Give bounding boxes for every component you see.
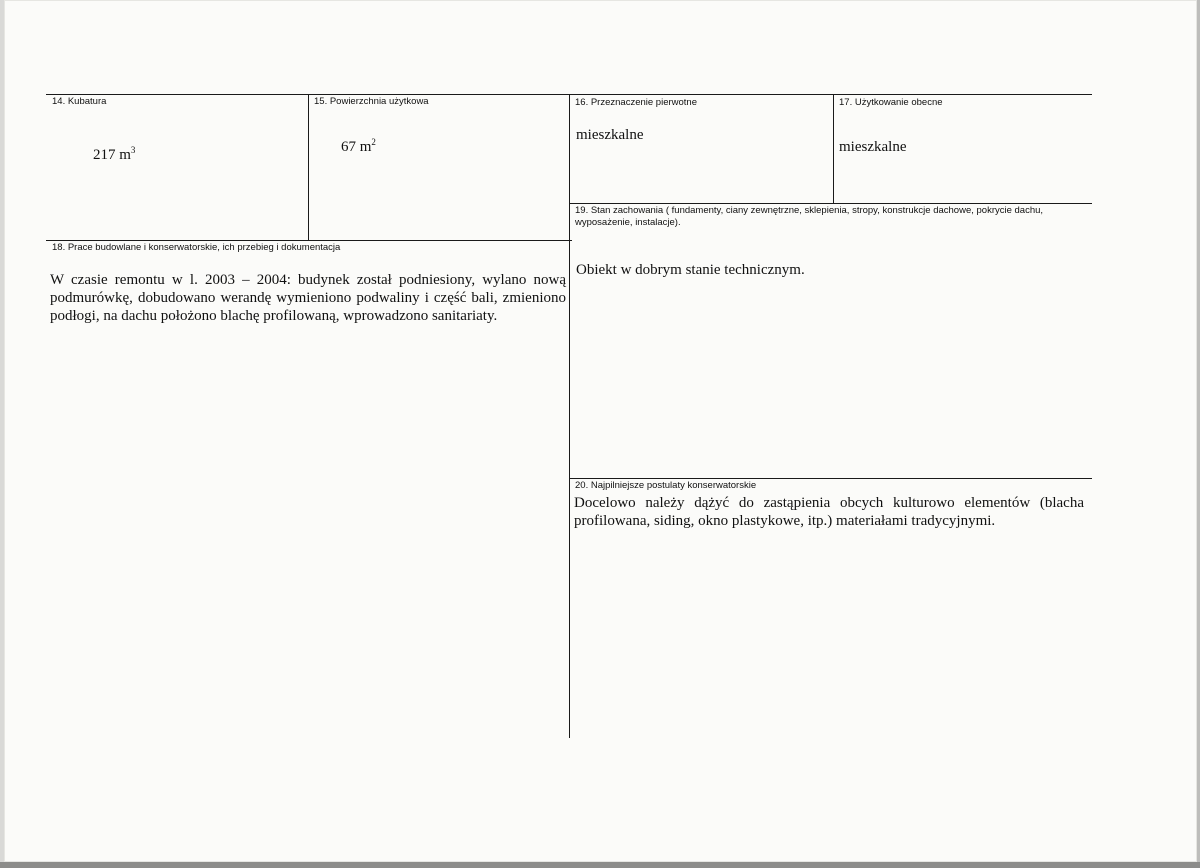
field-15-label: 15. Powierzchnia użytkowa xyxy=(314,96,429,107)
field-16-label: 16. Przeznaczenie pierwotne xyxy=(575,97,697,108)
field-18-value: W czasie remontu w l. 2003 – 2004: budynek został podniesiony, wylano nową podmurówkę, dobudowano werandę wymieniono podwaliny i część bali, zmieniono podłogi, na dachu położono blachę profilowaną, wprowadzono sanitariaty. xyxy=(50,272,566,324)
field-15-value-exponent: 2 xyxy=(371,137,376,147)
rule-col-b xyxy=(569,94,570,738)
field-17-value: mieszkalne xyxy=(839,139,907,155)
field-16-value: mieszkalne xyxy=(576,127,644,143)
field-15-value-text: 67 m xyxy=(341,139,372,155)
rule-col-a xyxy=(308,94,309,240)
field-14-value-exponent: 3 xyxy=(130,145,136,155)
field-14-label: 14. Kubatura xyxy=(52,96,107,107)
field-14-value xyxy=(93,146,135,164)
rule-mid-left xyxy=(46,240,572,241)
field-19-value: Obiekt w dobrym stanie technicznym. xyxy=(576,262,805,278)
field-20-label: 20. Najpilniejsze postulaty konserwatorskie xyxy=(575,480,757,491)
field-20-value: Docelowo należy dążyć do zastąpienia obcych kulturowo elementów (blacha profilowana, siding, okno plastykowe, itp.) materiałami tradycyjnymi. xyxy=(574,495,1084,529)
rule-col-c xyxy=(833,94,834,203)
form-sheet xyxy=(4,0,1197,862)
page-edge-bottom xyxy=(0,862,1200,868)
field-19-label: 19. Stan zachowania ( fundamenty, ciany zewnętrzne, sklepienia, stropy, konstrukcje dachowe, pokrycie dachu, wyposażenie, instalacje). xyxy=(575,205,1044,228)
rule-lower-right xyxy=(569,478,1092,479)
rule-mid-right xyxy=(569,203,1092,204)
field-18-label: 18. Prace budowlane i konserwatorskie, ich przebieg i dokumentacja xyxy=(52,242,341,253)
field-14-value-text: 217 m xyxy=(93,147,131,163)
field-17-label: 17. Użytkowanie obecne xyxy=(839,97,943,108)
field-15-value xyxy=(341,138,376,156)
